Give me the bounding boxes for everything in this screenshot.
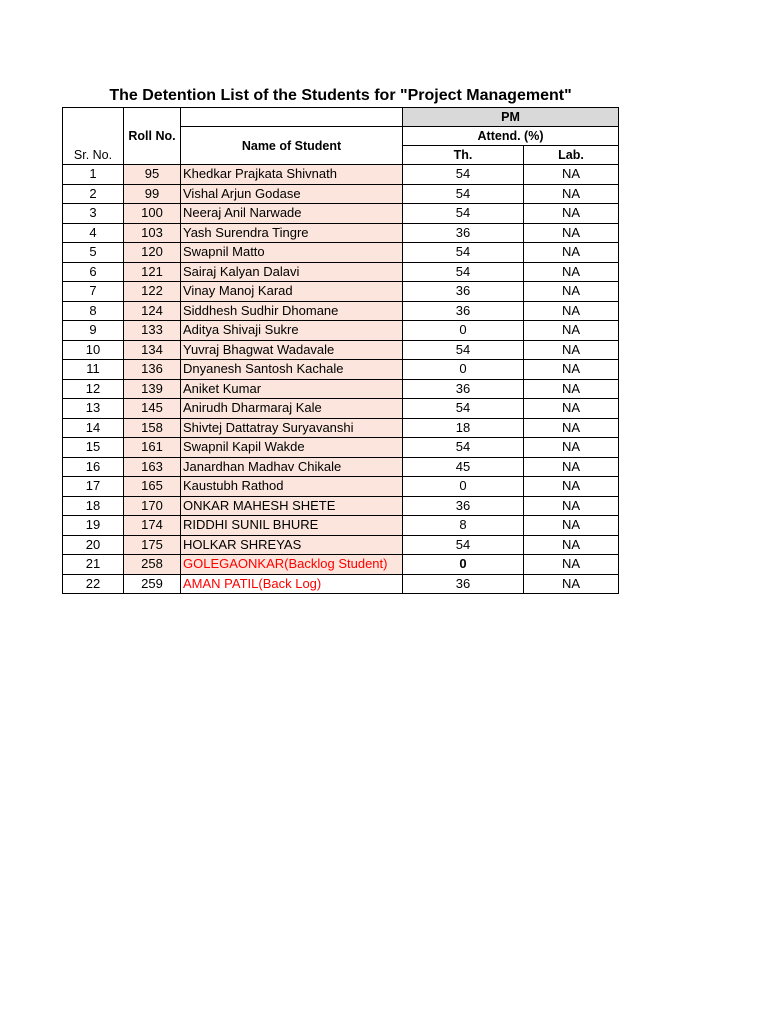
roll-no-cell: 121: [124, 262, 181, 282]
theory-attendance-cell: 54: [403, 243, 524, 263]
lab-attendance-cell: NA: [524, 574, 619, 594]
roll-no-cell: 170: [124, 496, 181, 516]
roll-no-cell: 124: [124, 301, 181, 321]
roll-no-cell: 175: [124, 535, 181, 555]
sr-no-cell: 11: [63, 360, 124, 380]
sr-no-cell: 14: [63, 418, 124, 438]
subject-header: PM: [403, 108, 619, 127]
table-row: [63, 165, 619, 185]
detention-table: [62, 107, 619, 594]
student-name-cell: Anirudh Dharmaraj Kale: [181, 399, 403, 419]
theory-attendance-cell: 54: [403, 262, 524, 282]
sr-no-cell: 6: [63, 262, 124, 282]
sr-no-header: Sr. No.: [63, 108, 124, 165]
lab-attendance-cell: NA: [524, 457, 619, 477]
student-name-cell: Sairaj Kalyan Dalavi: [181, 262, 403, 282]
lab-attendance-cell: NA: [524, 477, 619, 497]
table-row: [63, 496, 619, 516]
theory-attendance-cell: 18: [403, 418, 524, 438]
table-row: [63, 555, 619, 575]
lab-attendance-cell: NA: [524, 204, 619, 224]
table-row: [63, 399, 619, 419]
theory-attendance-cell: 8: [403, 516, 524, 536]
sr-no-cell: 13: [63, 399, 124, 419]
table-row: [63, 223, 619, 243]
lab-attendance-cell: NA: [524, 516, 619, 536]
sr-no-cell: 3: [63, 204, 124, 224]
lab-attendance-cell: NA: [524, 223, 619, 243]
roll-no-cell: 145: [124, 399, 181, 419]
roll-no-cell: 120: [124, 243, 181, 263]
sr-no-cell: 8: [63, 301, 124, 321]
table-row: [63, 457, 619, 477]
lab-attendance-cell: NA: [524, 418, 619, 438]
sr-no-cell: 4: [63, 223, 124, 243]
lab-attendance-cell: NA: [524, 282, 619, 302]
theory-attendance-cell: 36: [403, 223, 524, 243]
page-title: The Detention List of the Students for "Project Management": [109, 87, 572, 104]
lab-attendance-cell: NA: [524, 243, 619, 263]
lab-attendance-cell: NA: [524, 262, 619, 282]
student-name-cell: Neeraj Anil Narwade: [181, 204, 403, 224]
theory-attendance-cell: 54: [403, 204, 524, 224]
table-row: [63, 477, 619, 497]
table-row: [63, 340, 619, 360]
table-row: [63, 243, 619, 263]
student-name-cell: AMAN PATIL(Back Log): [181, 574, 403, 594]
sr-no-cell: 2: [63, 184, 124, 204]
table-row: [63, 516, 619, 536]
table-row: [63, 438, 619, 458]
roll-no-cell: 134: [124, 340, 181, 360]
table-row: [63, 574, 619, 594]
attend-header: Attend. (%): [403, 127, 619, 146]
name-header-blank: [181, 108, 403, 127]
roll-no-cell: 100: [124, 204, 181, 224]
table-row: [63, 204, 619, 224]
lab-attendance-cell: NA: [524, 360, 619, 380]
lab-attendance-cell: NA: [524, 438, 619, 458]
sr-no-cell: 18: [63, 496, 124, 516]
table-row: [63, 321, 619, 341]
table-row: [63, 282, 619, 302]
student-name-cell: RIDDHI SUNIL BHURE: [181, 516, 403, 536]
theory-attendance-cell: 45: [403, 457, 524, 477]
sr-no-cell: 17: [63, 477, 124, 497]
sr-no-cell: 12: [63, 379, 124, 399]
theory-attendance-cell: 0: [403, 477, 524, 497]
roll-no-cell: 259: [124, 574, 181, 594]
sr-no-cell: 9: [63, 321, 124, 341]
theory-attendance-cell: 54: [403, 399, 524, 419]
roll-no-cell: 258: [124, 555, 181, 575]
student-name-cell: Yuvraj Bhagwat Wadavale: [181, 340, 403, 360]
student-name-cell: Swapnil Kapil Wakde: [181, 438, 403, 458]
sr-no-cell: 16: [63, 457, 124, 477]
roll-no-cell: 99: [124, 184, 181, 204]
theory-attendance-cell: 54: [403, 165, 524, 185]
student-name-cell: Siddhesh Sudhir Dhomane: [181, 301, 403, 321]
lab-header: Lab.: [524, 146, 619, 165]
student-name-cell: Swapnil Matto: [181, 243, 403, 263]
theory-attendance-cell: 54: [403, 340, 524, 360]
student-name-cell: Yash Surendra Tingre: [181, 223, 403, 243]
student-name-cell: Khedkar Prajkata Shivnath: [181, 165, 403, 185]
student-name-cell: HOLKAR SHREYAS: [181, 535, 403, 555]
theory-attendance-cell: 36: [403, 301, 524, 321]
sr-no-cell: 21: [63, 555, 124, 575]
lab-attendance-cell: NA: [524, 301, 619, 321]
theory-attendance-cell: 0: [403, 360, 524, 380]
lab-attendance-cell: NA: [524, 496, 619, 516]
roll-no-cell: 95: [124, 165, 181, 185]
roll-no-cell: 133: [124, 321, 181, 341]
student-name-cell: Vinay Manoj Karad: [181, 282, 403, 302]
student-name-cell: Janardhan Madhav Chikale: [181, 457, 403, 477]
sr-no-cell: 7: [63, 282, 124, 302]
header-row-1: [63, 108, 619, 127]
theory-attendance-cell: 36: [403, 496, 524, 516]
roll-no-cell: 139: [124, 379, 181, 399]
student-name-cell: Aditya Shivaji Sukre: [181, 321, 403, 341]
table-row: [63, 184, 619, 204]
table-row: [63, 301, 619, 321]
theory-attendance-cell: 54: [403, 535, 524, 555]
table-row: [63, 379, 619, 399]
lab-attendance-cell: NA: [524, 184, 619, 204]
theory-attendance-cell: 36: [403, 379, 524, 399]
table-row: [63, 360, 619, 380]
sr-no-cell: 1: [63, 165, 124, 185]
lab-attendance-cell: NA: [524, 399, 619, 419]
lab-attendance-cell: NA: [524, 321, 619, 341]
theory-attendance-cell: 0: [403, 555, 524, 575]
sr-no-cell: 5: [63, 243, 124, 263]
roll-no-cell: 103: [124, 223, 181, 243]
table-row: [63, 262, 619, 282]
lab-attendance-cell: NA: [524, 165, 619, 185]
student-name-cell: Kaustubh Rathod: [181, 477, 403, 497]
name-header: Name of Student: [181, 127, 403, 165]
lab-attendance-cell: NA: [524, 535, 619, 555]
theory-attendance-cell: 36: [403, 282, 524, 302]
roll-no-header: Roll No.: [124, 108, 181, 165]
lab-attendance-cell: NA: [524, 340, 619, 360]
sr-no-cell: 22: [63, 574, 124, 594]
theory-attendance-cell: 54: [403, 184, 524, 204]
student-name-cell: Vishal Arjun Godase: [181, 184, 403, 204]
table-row: [63, 418, 619, 438]
sr-no-cell: 10: [63, 340, 124, 360]
table-row: [63, 535, 619, 555]
lab-attendance-cell: NA: [524, 555, 619, 575]
roll-no-cell: 174: [124, 516, 181, 536]
theory-attendance-cell: 0: [403, 321, 524, 341]
student-name-cell: Shivtej Dattatray Suryavanshi: [181, 418, 403, 438]
student-name-cell: ONKAR MAHESH SHETE: [181, 496, 403, 516]
th-header: Th.: [403, 146, 524, 165]
table-body: [63, 108, 619, 594]
roll-no-cell: 165: [124, 477, 181, 497]
lab-attendance-cell: NA: [524, 379, 619, 399]
student-name-cell: Aniket Kumar: [181, 379, 403, 399]
sr-no-cell: 20: [63, 535, 124, 555]
roll-no-cell: 161: [124, 438, 181, 458]
student-name-cell: Dnyanesh Santosh Kachale: [181, 360, 403, 380]
roll-no-cell: 158: [124, 418, 181, 438]
sr-no-cell: 19: [63, 516, 124, 536]
theory-attendance-cell: 54: [403, 438, 524, 458]
student-name-cell: GOLEGAONKAR(Backlog Student): [181, 555, 403, 575]
roll-no-cell: 163: [124, 457, 181, 477]
theory-attendance-cell: 36: [403, 574, 524, 594]
roll-no-cell: 122: [124, 282, 181, 302]
sr-no-cell: 15: [63, 438, 124, 458]
roll-no-cell: 136: [124, 360, 181, 380]
